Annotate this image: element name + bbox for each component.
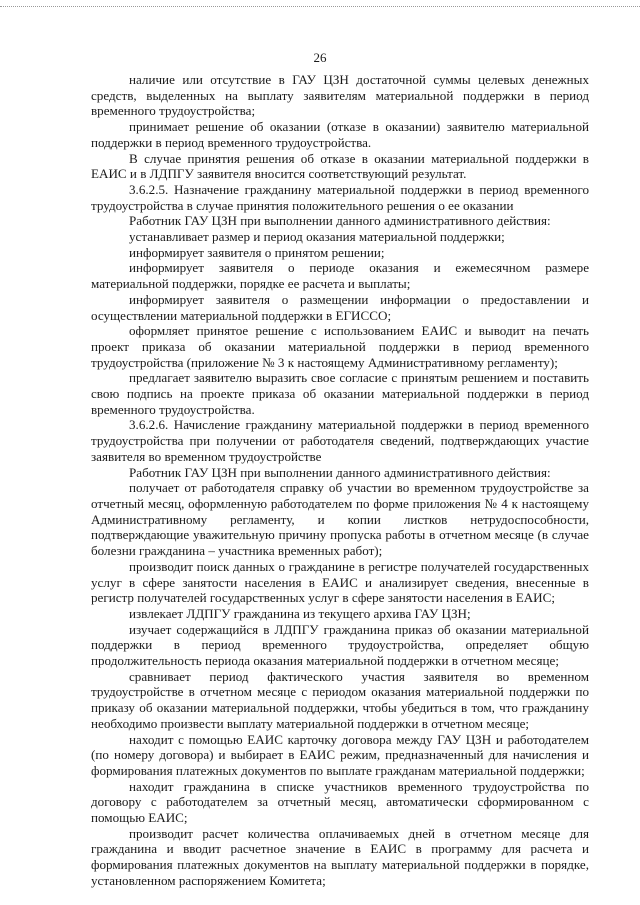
paragraph: Работник ГАУ ЦЗН при выполнении данного административного действия: [129, 464, 551, 480]
paragraph: Работник ГАУ ЦЗН при выполнении данного административного действия: [129, 213, 551, 229]
document-body [91, 72, 589, 889]
paragraph: сравнивает период фактического участия заявителя во временном трудоустройстве в отчетном месяце с периодом оказания материальной поддержки по приказу об оказании материальной поддержки, чтобы убедиться в том, что гражданину необходимо произвести выплату материальной поддержки в отчетном месяце; [91, 668, 589, 731]
paragraph: информирует заявителя о принятом решении; [129, 244, 385, 260]
page-number: 26 [313, 50, 327, 65]
paragraph: информирует заявителя о периоде оказания и ежемесячном размере материальной поддержки, порядке ее расчета и выплаты; [91, 260, 589, 292]
paragraph: В случае принятия решения об отказе в оказании материальной поддержки в ЕАИС и в ЛДПГУ заявителя вносится соответствующий результат. [91, 150, 589, 182]
scan-edge-artifact [0, 6, 640, 9]
paragraph: устанавливает размер и период оказания материальной поддержки; [129, 229, 505, 245]
paragraph: находит с помощью ЕАИС карточку договора между ГАУ ЦЗН и работодателем (по номеру договора) и выбирает в ЕАИС режим, предназначенный для начисления и формирования платежных документов по выплате гражданам материальной поддержки; [91, 731, 589, 778]
paragraph: находит гражданина в списке участников временного трудоустройства по договору с работодателем за отчетный месяц, автоматически сформированном с помощью ЕАИС; [91, 778, 589, 826]
paragraph: производит поиск данных о гражданине в регистре получателей государственных услуг в сфере занятости населения в ЕАИС и анализирует сведения, внесенные в регистр получателей государственных услуг в сфере занятости населения в ЕАИС; [91, 558, 589, 606]
section-heading-3-6-2-6: 3.6.2.6. Начисление гражданину материальной поддержки в период временного трудоустройства при получении от работодателя сведений, подтверждающих участие заявителя во временном трудоустройстве [91, 417, 589, 464]
paragraph: принимает решение об оказании (отказе в оказании) заявителю материальной поддержки в период временного трудоустройства. [91, 119, 589, 150]
paragraph: получает от работодателя справку об участии во временном трудоустройстве за отчетный месяц, оформленную работодателем по форме приложения № 4 к настоящему Административному регламенту, и копии листков нетрудоспособности, подтверждающие уважительную причину пропуска работы в отчетном месяце (в случае болезни гражданина – участника временных работ); [91, 480, 589, 559]
paragraph: изучает содержащийся в ЛДПГУ гражданина приказ об оказании материальной поддержки в период временного трудоустройства, определяет общую продолжительность периода оказания материальной поддержки в отчетном месяце; [91, 621, 589, 669]
paragraph: информирует заявителя о размещении информации о предоставлении и осуществлении материальной поддержки в ЕГИССО; [91, 291, 589, 323]
paragraph: оформляет принятое решение с использованием ЕАИС и выводит на печать проект приказа об оказании материальной поддержки в период временного трудоустройства (приложение № 3 к настоящему Административному регламенту); [91, 323, 589, 370]
paragraph: производит расчет количества оплачиваемых дней в отчетном месяце для гражданина и вводит расчетное значение в ЕАИС в программу для расчета и формирования платежных документов на выплату материальной поддержки в порядке, установленном распоряжением Комитета; [91, 825, 589, 888]
section-heading-3-6-2-5: 3.6.2.5. Назначение гражданину материальной поддержки в период временного трудоустройства в случае принятия положительного решения о ее оказании [91, 181, 589, 213]
paragraph: извлекает ЛДПГУ гражданина из текущего архива ГАУ ЦЗН; [129, 605, 471, 621]
paragraph: предлагает заявителю выразить свое согласие с принятым решением и поставить свою подпись на проекте приказа об оказании материальной поддержки в период временного трудоустройства. [91, 370, 589, 417]
paragraph: наличие или отсутствие в ГАУ ЦЗН достаточной суммы целевых денежных средств, выделенных на выплату заявителям материальной поддержки в период временного трудоустройства; [91, 72, 589, 119]
